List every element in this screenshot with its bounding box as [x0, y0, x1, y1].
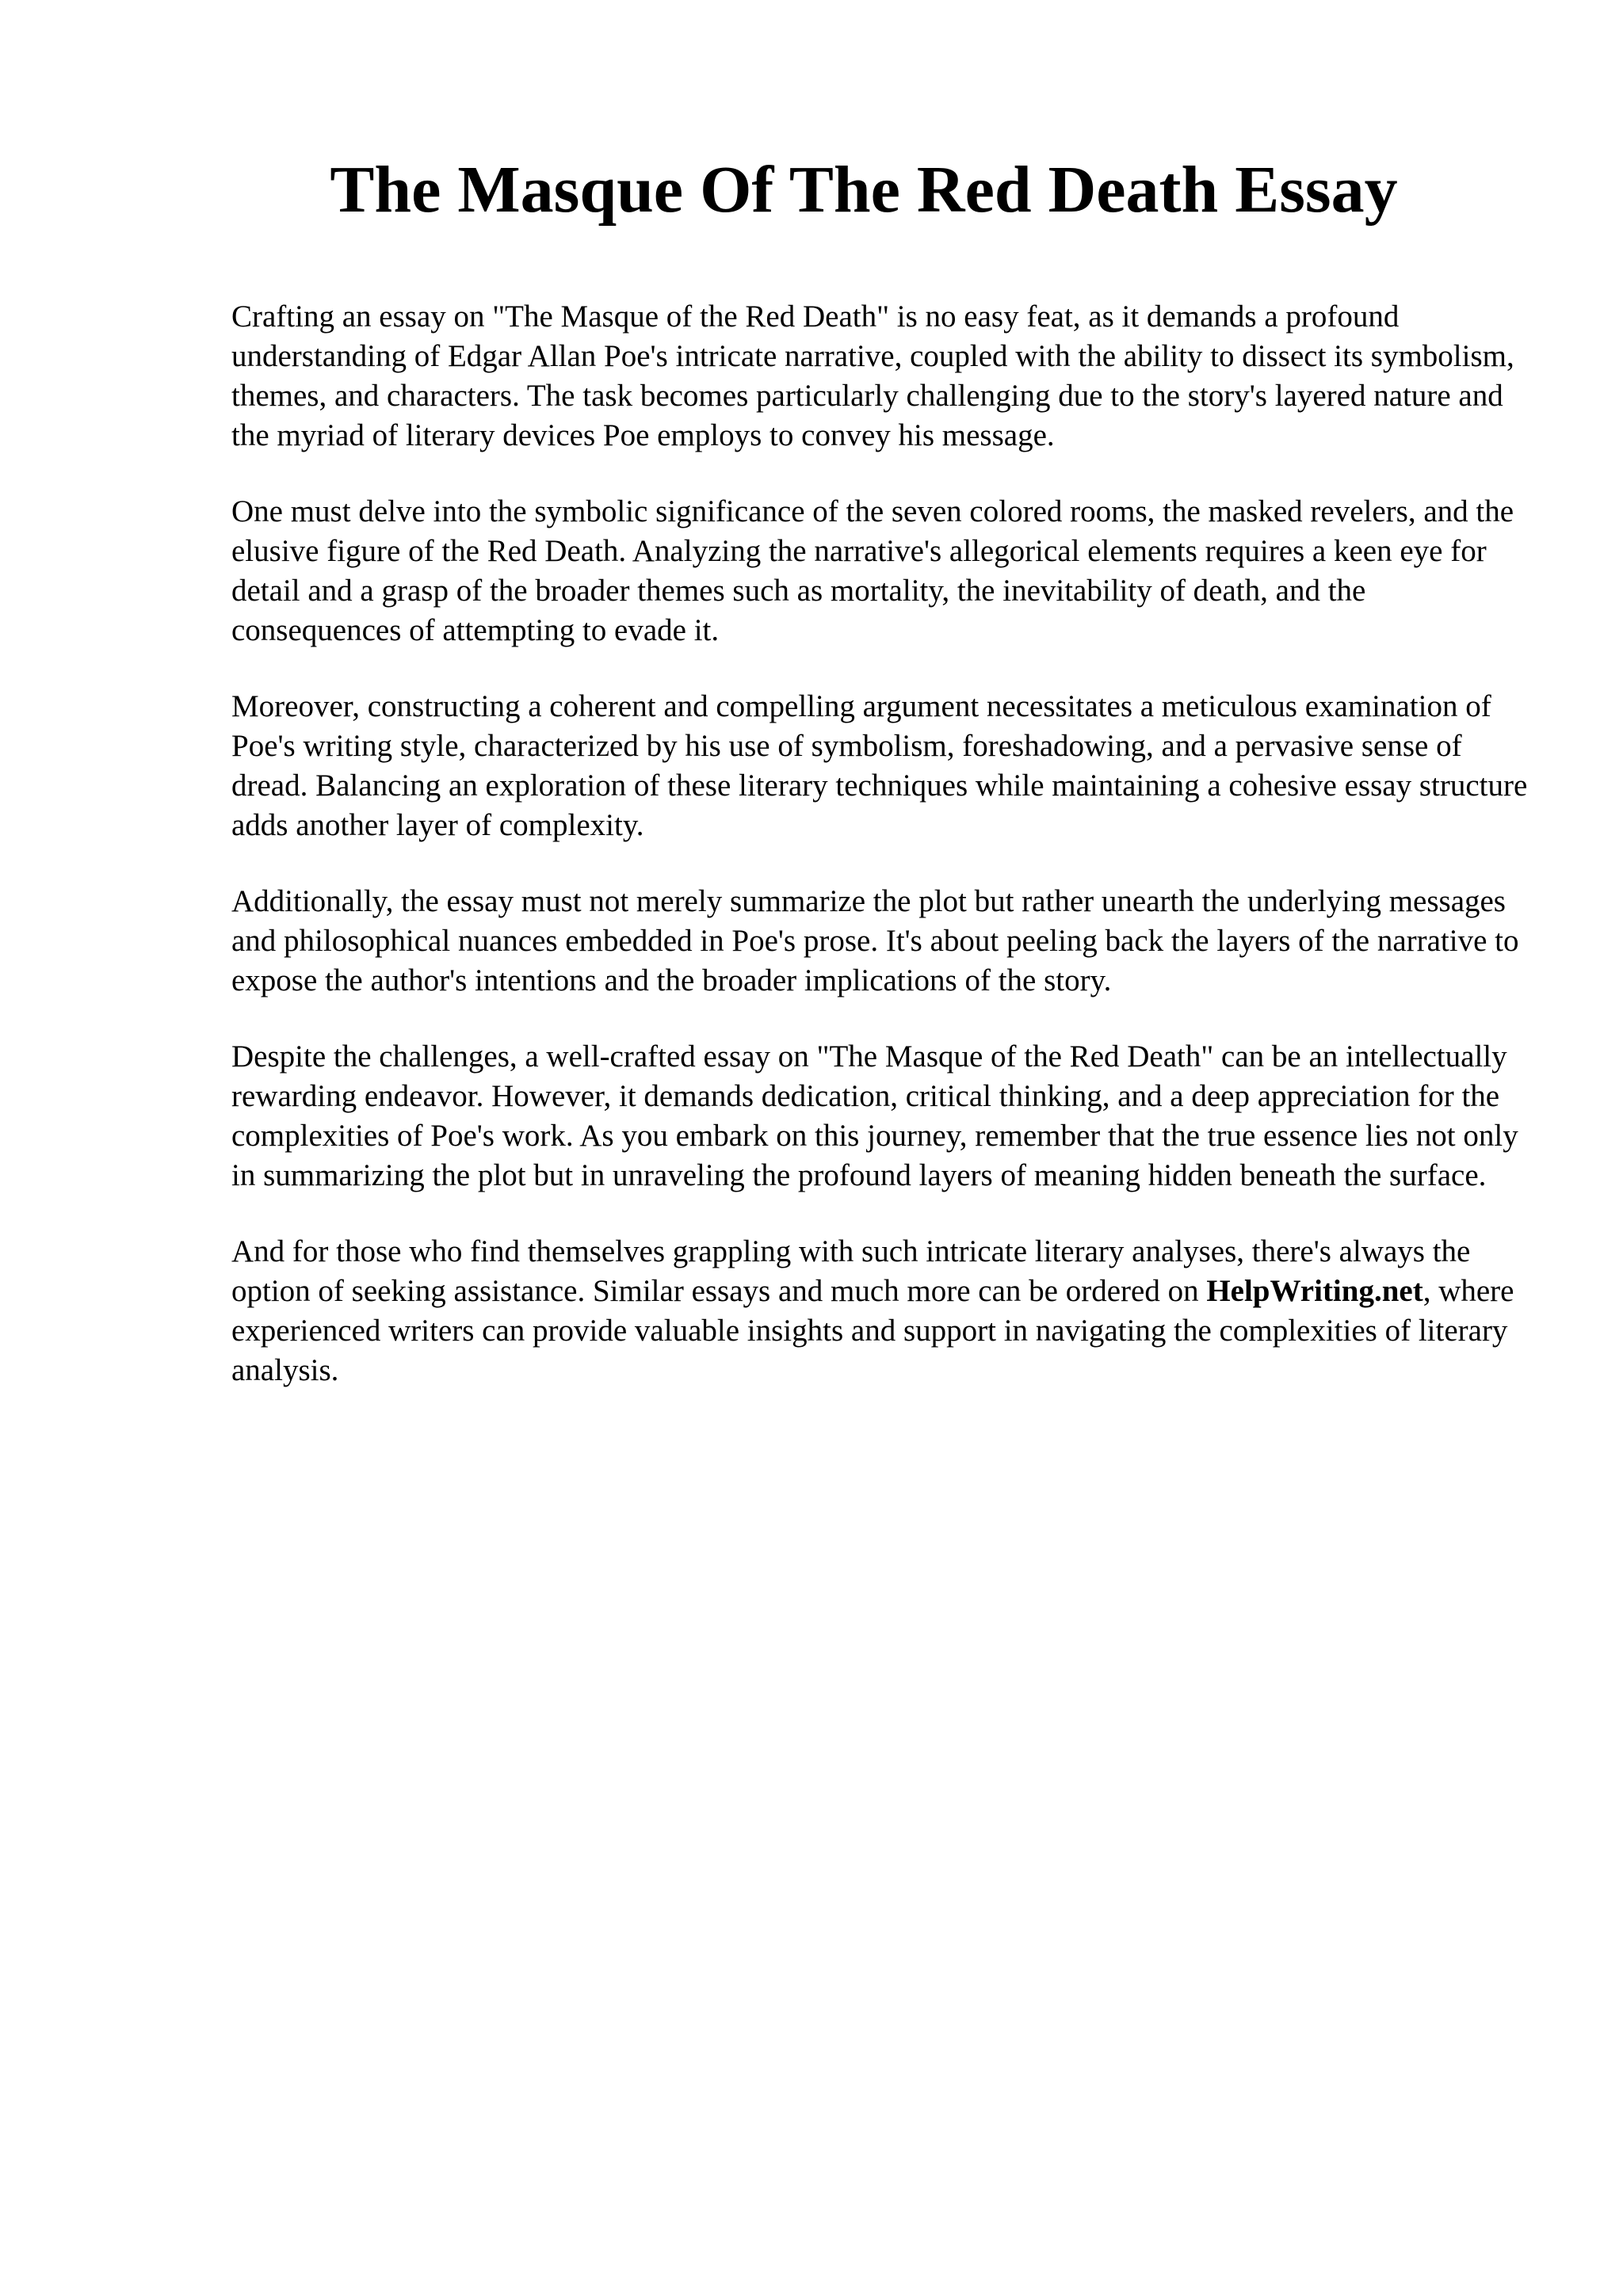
paragraph-3: Moreover, constructing a coherent and compelling argument necessitates a meticulous examination of Poe's writing style, characterized by his use of symbolism, foreshadowing, and a pervasive sense of dread. Balancing an exploration of these literary techniques while maintaining a cohesive essay structure adds another layer of complexity. — [231, 689, 1528, 842]
document-title: The Masque Of The Red Death Essay — [330, 153, 1398, 227]
paragraph-4: Additionally, the essay must not merely summarize the plot but rather unearth the underlying messages and philosophical nuances embedded in Poe's prose. It's about peeling back the layers of the narrative to expose the author's intentions and the broader implications of the story. — [231, 884, 1519, 997]
paragraph-closing — [231, 1232, 1531, 1390]
brand-name: HelpWriting.net — [1206, 1274, 1423, 1308]
paragraph-5: Despite the challenges, a well-crafted essay on "The Masque of the Red Death" can be an intellectually rewarding endeavor. However, it demands dedication, critical thinking, and a deep appreciation for the complexities of Poe's work. As you embark on this journey, remember that the true essence lies not only in summarizing the plot but in unraveling the profound layers of meaning hidden beneath the surface. — [231, 1039, 1518, 1192]
paragraph-2: One must delve into the symbolic significance of the seven colored rooms, the masked revelers, and the elusive figure of the Red Death. Analyzing the narrative's allegorical elements requires a keen eye for detail and a grasp of the broader themes such as mortality, the inevitability of death, and the consequences of attempting to evade it. — [231, 494, 1514, 647]
document-body — [231, 297, 1531, 1427]
paragraph-1: Crafting an essay on "The Masque of the Red Death" is no easy feat, as it demands a profound understanding of Edgar Allan Poe's intricate narrative, coupled with the ability to dissect its symbolism, themes, and characters. The task becomes particularly challenging due to the story's layered nature and the myriad of literary devices Poe employs to convey his message. — [231, 299, 1514, 452]
closing-text-start: And for those who find themselves grappling with such intricate literary analyses, there's always the option of seeking assistance. Similar essays and much more can be ordered on — [231, 1234, 1471, 1308]
closing-text-end: , where experienced writers can provide valuable insights and support in navigating the complexities of literary analysis. — [231, 1274, 1514, 1387]
